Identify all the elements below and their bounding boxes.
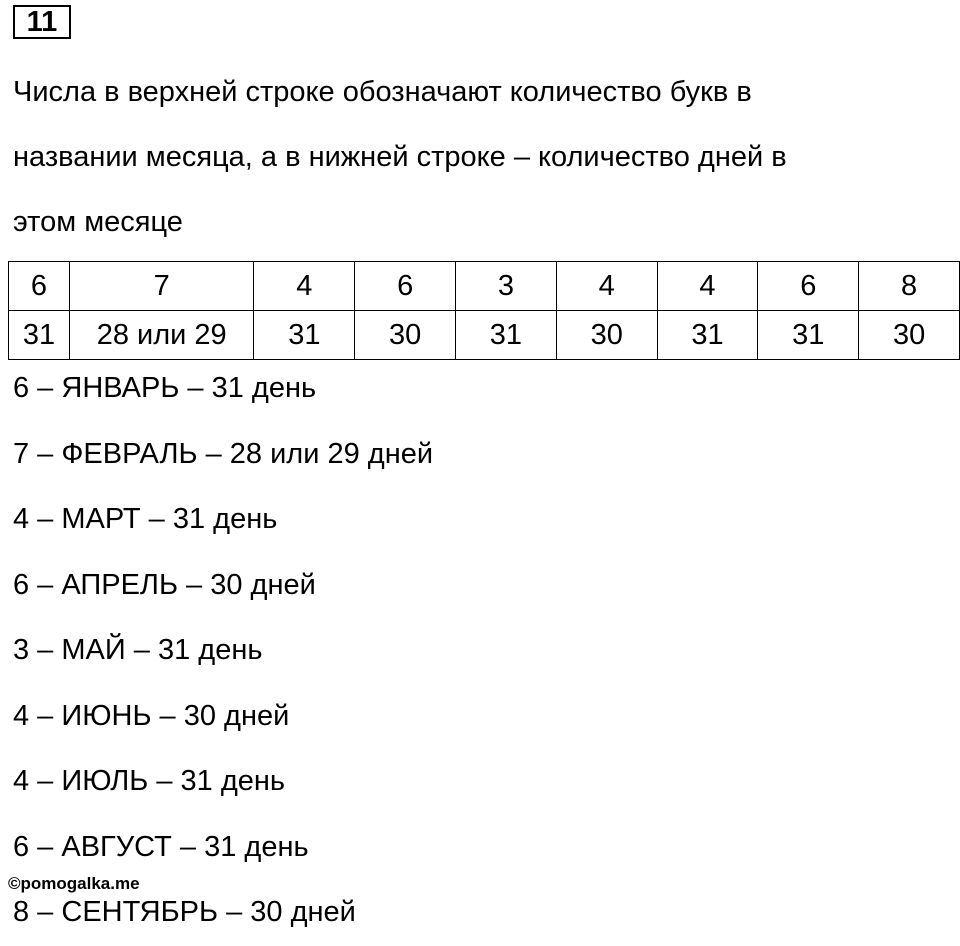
letters-days-table xyxy=(8,261,960,360)
day-count-cell: 31 xyxy=(254,311,355,360)
day-count-cell: 30 xyxy=(355,311,456,360)
day-count-cell: 31 xyxy=(758,311,859,360)
letter-count-cell: 7 xyxy=(69,262,254,311)
answer-list xyxy=(13,356,433,946)
letter-count-cell: 4 xyxy=(657,262,758,311)
day-count-row xyxy=(9,311,960,360)
answer-line: 6 – ЯНВАРЬ – 31 день xyxy=(13,372,317,404)
letter-count-cell: 3 xyxy=(456,262,557,311)
task-number-box: 11 xyxy=(13,5,71,39)
letter-count-cell: 6 xyxy=(355,262,456,311)
letter-count-cell: 6 xyxy=(9,262,70,311)
answer-line: 7 – ФЕВРАЛЬ – 28 или 29 дней xyxy=(13,437,434,470)
description-line: Числа в верхней строке обозначают количество букв в xyxy=(13,76,752,108)
letter-count-cell: 8 xyxy=(859,262,960,311)
task-description xyxy=(13,60,943,255)
day-count-cell: 30 xyxy=(859,311,960,360)
answer-line: 6 – АВГУСТ – 31 день xyxy=(13,830,309,863)
answer-line: 4 – ИЮЛЬ – 31 день xyxy=(13,765,286,797)
description-line: этом месяце xyxy=(13,206,183,238)
day-count-cell: 31 xyxy=(456,311,557,360)
day-count-cell: 31 xyxy=(657,311,758,360)
answer-line: 8 – СЕНТЯБРЬ – 30 дней xyxy=(13,896,356,928)
answer-line: 6 – АПРЕЛЬ – 30 дней xyxy=(13,568,316,601)
letter-count-row xyxy=(9,262,960,311)
answer-line: 3 – МАЙ – 31 день xyxy=(13,634,263,666)
letter-count-cell: 4 xyxy=(254,262,355,311)
answer-line: 4 – ИЮНЬ – 30 дней xyxy=(13,699,290,732)
answer-line: 4 – МАРТ – 31 день xyxy=(13,503,278,535)
watermark: ©pomogalka.me xyxy=(8,874,140,893)
day-count-cell: 31 xyxy=(9,311,70,360)
description-line: названии месяца, а в нижней строке – количество дней в xyxy=(13,141,787,173)
letter-count-cell: 6 xyxy=(758,262,859,311)
letter-count-cell: 4 xyxy=(556,262,657,311)
day-count-cell: 28 или 29 xyxy=(69,311,254,360)
day-count-cell: 30 xyxy=(556,311,657,360)
